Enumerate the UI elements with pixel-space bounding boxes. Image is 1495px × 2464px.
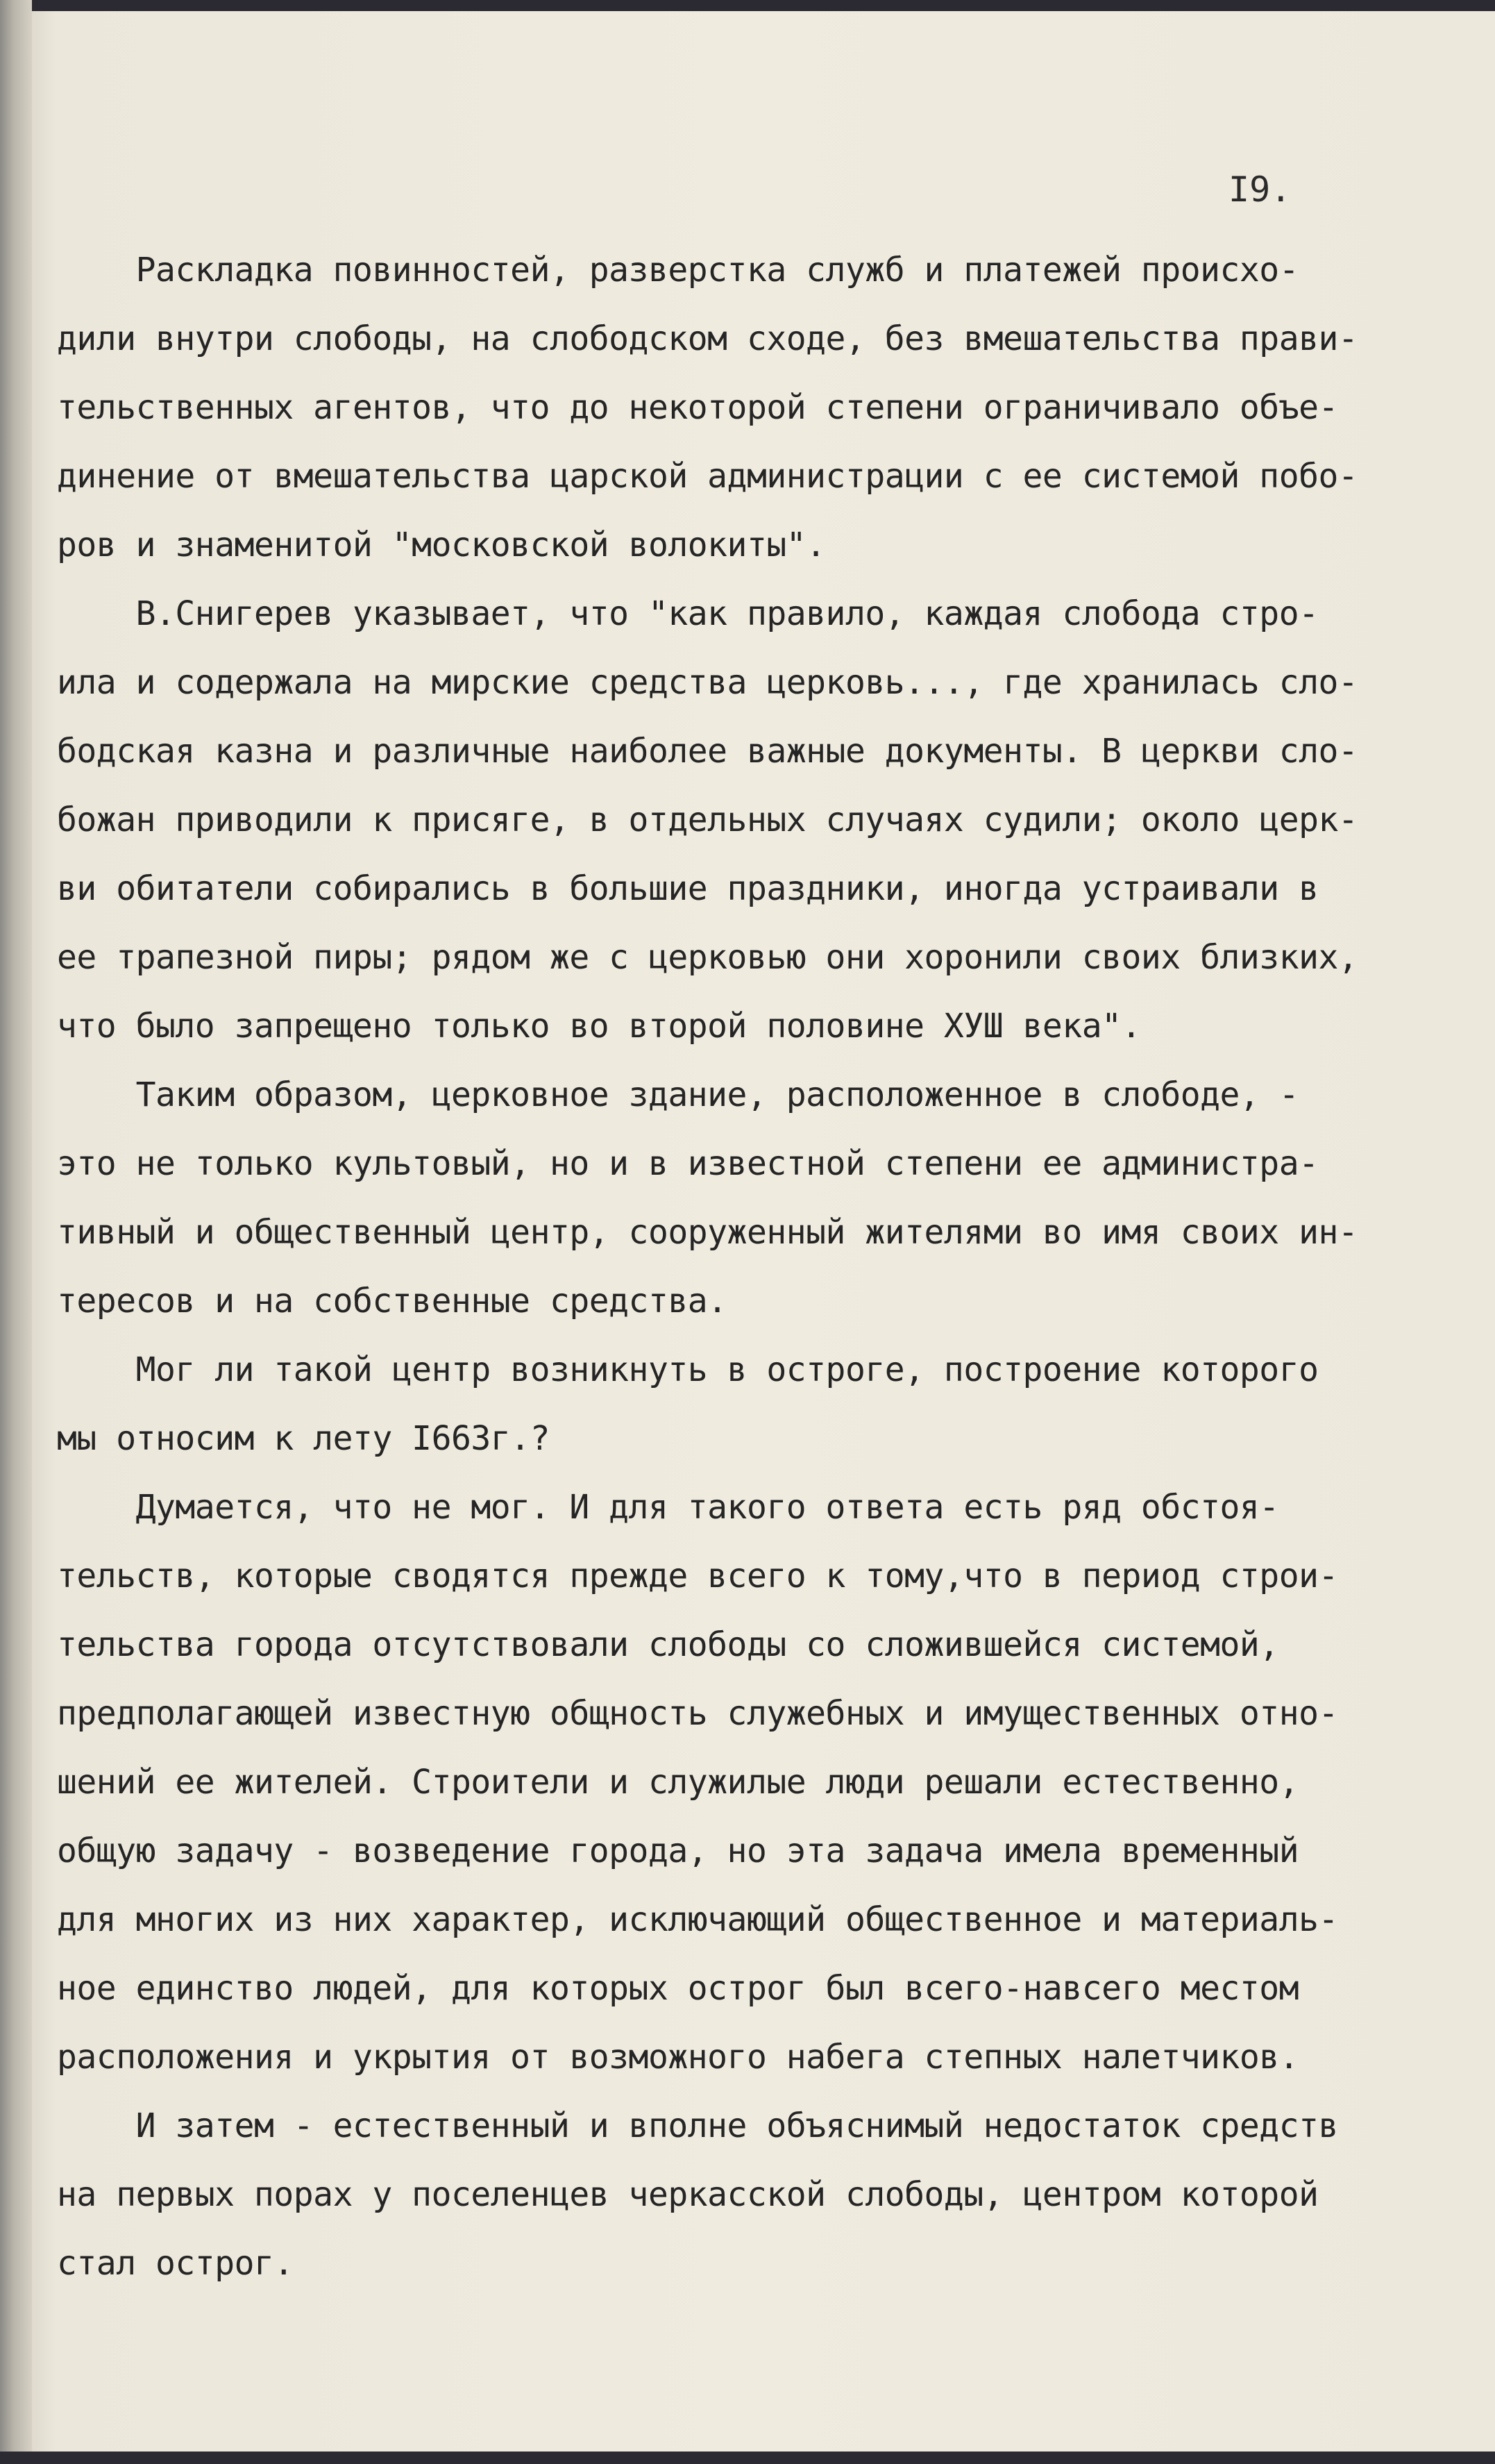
text-line: Думается, что не мог. И для такого ответа есть ряд обстоя-: [57, 1488, 1279, 1527]
page-binding-edge: [0, 0, 32, 2464]
text-line: ное единство людей, для которых острог был всего-навсего местом: [57, 1969, 1299, 2008]
text-line: ров и знаменитой "московской волокиты".: [57, 526, 826, 564]
text-line: стал острог.: [57, 2244, 294, 2283]
text-line: предполагающей известную общность служебных и имущественных отно-: [57, 1694, 1338, 1733]
typewritten-text: [57, 236, 1473, 2298]
text-line: дили внутри слободы, на слободском сходе, без вмешательства прави-: [57, 319, 1358, 358]
text-line: тельств, которые сводятся прежде всего к тому,что в период строи-: [57, 1557, 1338, 1595]
text-line: расположения и укрытия от возможного набега степных налетчиков.: [57, 2038, 1299, 2077]
scan-bottom-edge: [0, 2452, 1495, 2464]
text-line: общую задачу - возведение города, но эта задача имела временный: [57, 1832, 1299, 1870]
text-line: ила и содержала на мирские средства церковь..., где хранилась сло-: [57, 663, 1358, 702]
text-line: на первых порах у поселенцев черкасской слободы, центром которой: [57, 2175, 1319, 2214]
text-line: бодская казна и различные наиболее важные документы. В церкви сло-: [57, 732, 1358, 771]
text-line: тересов и на собственные средства.: [57, 1282, 727, 1321]
text-line: И затем - естественный и вполне объяснимый недостаток средств: [57, 2106, 1338, 2145]
text-line: это не только культовый, но и в известной степени ее администра-: [57, 1144, 1319, 1183]
page-number: I9.: [1228, 169, 1292, 210]
text-line: мы относим к лету I663г.?: [57, 1419, 550, 1458]
text-line: динение от вмешательства царской администрации с ее системой побо-: [57, 457, 1358, 496]
text-line: ви обитатели собирались в большие праздники, иногда устраивали в: [57, 869, 1319, 908]
scan-top-edge: [0, 0, 1495, 11]
text-line: тельства города отсутствовали слободы со сложившейся системой,: [57, 1625, 1279, 1664]
text-line: Раскладка повинностей, разверстка служб и платежей происхо-: [57, 251, 1299, 290]
text-line: ее трапезной пиры; рядом же с церковью они хоронили своих близких,: [57, 938, 1358, 977]
text-line: В.Снигерев указывает, что "как правило, каждая слобода стро-: [57, 594, 1319, 633]
text-line: для многих из них характер, исключающий общественное и материаль-: [57, 1900, 1338, 1939]
text-line: шений ее жителей. Строители и служилые люди решали естественно,: [57, 1763, 1299, 1802]
text-line: Мог ли такой центр возникнуть в остроге, построение которого: [57, 1350, 1319, 1389]
text-line: тивный и общественный центр, сооруженный жителями во имя своих ин-: [57, 1213, 1358, 1252]
text-line: тельственных агентов, что до некоторой степени ограничивало объе-: [57, 388, 1338, 427]
text-line: Таким образом, церковное здание, расположенное в слободе, -: [57, 1075, 1299, 1114]
text-line: что было запрещено только во второй половине ХУШ века".: [57, 1007, 1141, 1046]
text-line: божан приводили к присяге, в отдельных случаях судили; около церк-: [57, 801, 1358, 839]
